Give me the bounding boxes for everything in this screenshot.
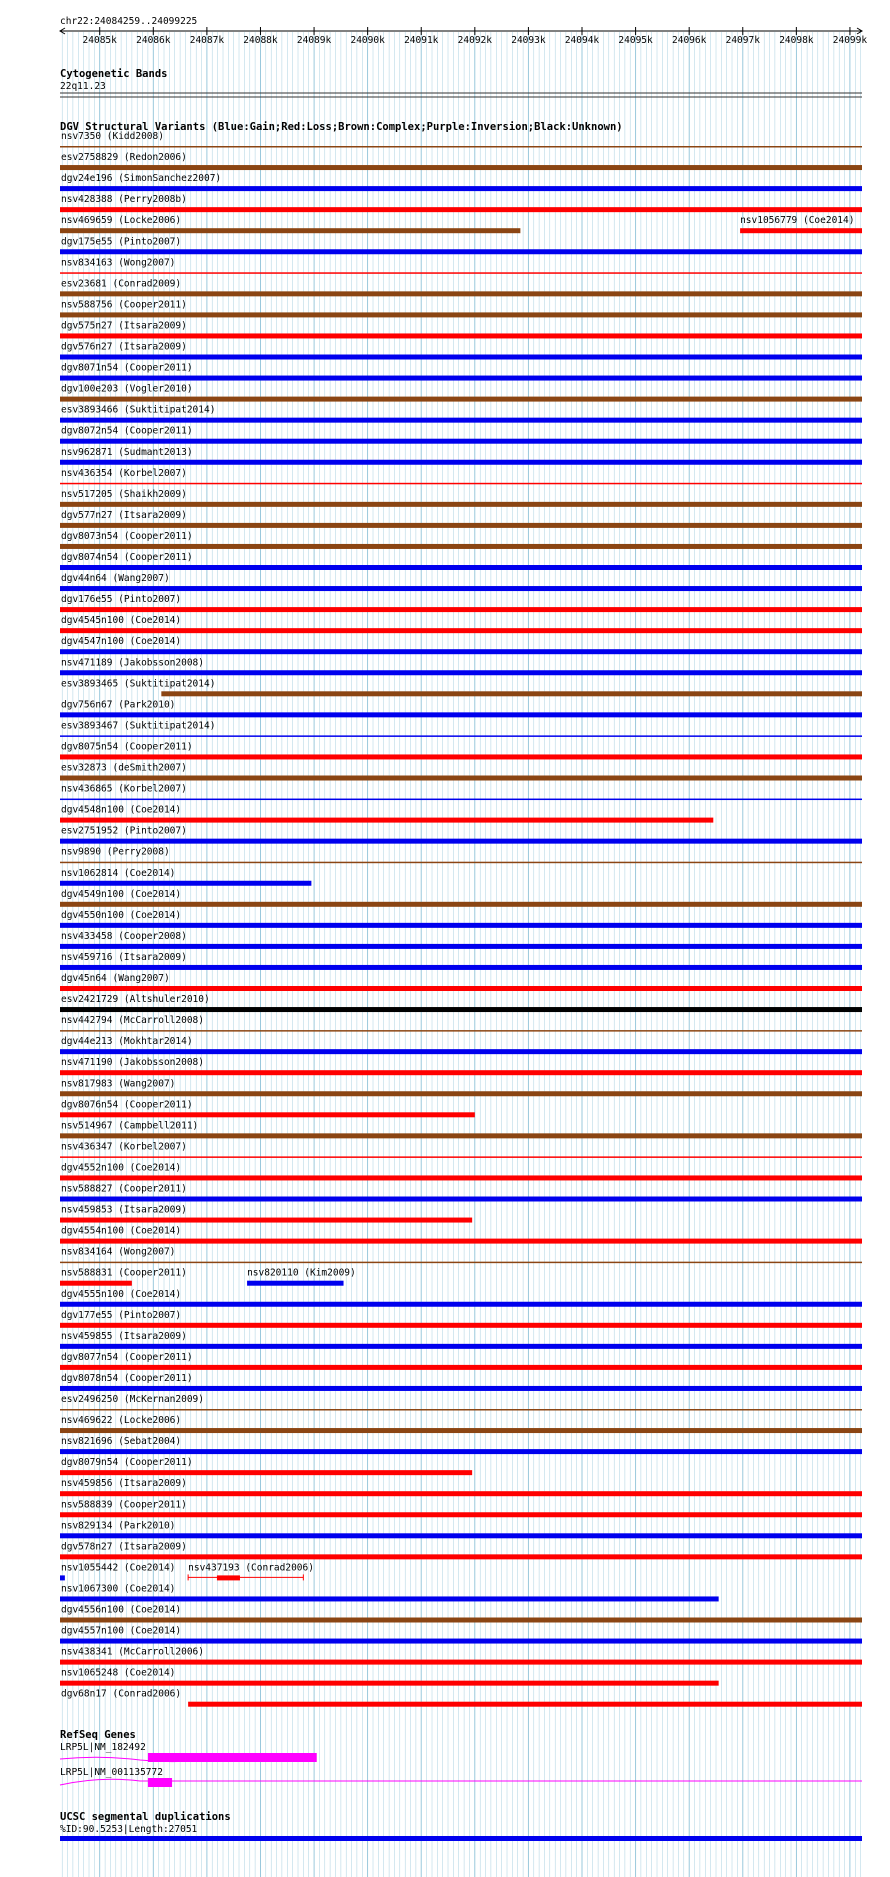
variant-label[interactable]: dgv8074n54 (Cooper2011) (61, 552, 193, 563)
variant-bar[interactable] (60, 333, 862, 338)
variant-label[interactable]: nsv469659 (Locke2006) (61, 215, 182, 227)
variant-bar[interactable] (60, 1660, 862, 1665)
ruler-tick-label: 24095k (618, 35, 653, 46)
variant-label[interactable]: dgv4557n100 (Coe2014) (61, 1625, 182, 1637)
variant-label[interactable]: nsv459856 (Itsara2009) (61, 1478, 187, 1490)
variant-label[interactable]: dgv8072n54 (Cooper2011) (61, 425, 193, 437)
variant-label[interactable]: nsv588756 (Cooper2011) (61, 299, 187, 311)
refseq-track-title[interactable]: RefSeq Genes (60, 1729, 136, 1741)
variant-bar[interactable] (60, 146, 862, 148)
variant-label[interactable]: dgv4550n100 (Coe2014) (61, 909, 182, 921)
variant-bar[interactable] (60, 1070, 862, 1075)
ruler-tick-label: 24086k (136, 35, 171, 46)
variant-bar[interactable] (60, 1091, 862, 1096)
variant-label[interactable]: nsv9890 (Perry2008) (61, 846, 170, 858)
segdup-bar[interactable] (60, 1836, 862, 1841)
variant-label[interactable]: esv3893465 (Suktitipat2014) (61, 678, 216, 690)
variant-bar[interactable] (60, 355, 862, 360)
variant-bar[interactable] (60, 1575, 65, 1580)
variant-bar[interactable] (60, 207, 862, 212)
variant-label[interactable]: nsv428388 (Perry2008b) (61, 194, 187, 206)
gene-exon-nm-001135772[interactable] (148, 1778, 172, 1787)
variant-label[interactable]: dgv4552n100 (Coe2014) (61, 1162, 182, 1174)
variant-bar[interactable] (740, 228, 862, 233)
variant-bar[interactable] (60, 754, 862, 759)
variant-label[interactable]: nsv962871 (Sudmant2013) (61, 446, 193, 458)
variant-label[interactable]: nsv459855 (Itsara2009) (61, 1330, 187, 1342)
variant-bar[interactable] (60, 839, 862, 844)
variant-label[interactable]: esv2496250 (McKernan2009) (61, 1394, 204, 1405)
variant-bar[interactable] (60, 1156, 862, 1158)
variant-label[interactable]: dgv8073n54 (Cooper2011) (61, 530, 193, 542)
variant-label[interactable]: esv3893467 (Suktitipat2014) (61, 720, 216, 732)
variant-bar[interactable] (60, 649, 862, 654)
variant-label[interactable]: dgv577n27 (Itsara2009) (61, 509, 187, 521)
variant-bar[interactable] (60, 944, 862, 949)
variant-label[interactable]: dgv8078n54 (Cooper2011) (61, 1372, 193, 1384)
variant-label[interactable]: dgv4554n100 (Coe2014) (61, 1225, 182, 1237)
variant-bar[interactable] (60, 502, 862, 507)
variant-bar[interactable] (60, 1030, 862, 1032)
ruler-tick-label: 24098k (779, 35, 814, 46)
variant-bar[interactable] (60, 862, 862, 864)
variant-bar[interactable] (60, 565, 862, 570)
variant-bar[interactable] (60, 1007, 862, 1012)
variant-bar[interactable] (217, 1575, 240, 1580)
ruler-tick-label: 24088k (243, 35, 278, 46)
variant-label[interactable]: dgv176e55 (Pinto2007) (61, 594, 182, 606)
ruler-tick-label: 24097k (725, 35, 760, 46)
ruler-tick-label: 24092k (457, 35, 492, 46)
segdup-track-title[interactable]: UCSC segmental duplications (60, 1811, 231, 1823)
variant-bar[interactable] (60, 586, 862, 591)
segdup-label[interactable]: %ID:90.5253|Length:27051 (60, 1824, 198, 1835)
variant-label[interactable]: dgv8077n54 (Cooper2011) (61, 1351, 193, 1363)
variant-label[interactable]: esv32873 (deSmith2007) (61, 762, 187, 774)
variant-bar[interactable] (60, 418, 862, 423)
variant-label[interactable]: dgv8079n54 (Cooper2011) (61, 1457, 193, 1469)
variant-label[interactable]: nsv469622 (Locke2006) (61, 1415, 182, 1427)
ruler-tick-label: 24090k (350, 35, 385, 46)
variant-bar[interactable] (60, 1409, 862, 1411)
variant-label[interactable]: dgv4548n100 (Coe2014) (61, 804, 182, 816)
variant-label[interactable]: nsv1055442 (Coe2014) (61, 1562, 176, 1574)
variant-bar[interactable] (60, 1344, 862, 1349)
variant-label[interactable]: nsv1065248 (Coe2014) (61, 1667, 176, 1679)
variant-bar[interactable] (60, 291, 862, 296)
variant-label[interactable]: nsv588839 (Cooper2011) (61, 1499, 187, 1511)
gene-label-nm-001135772[interactable]: LRP5L|NM_001135772 (60, 1767, 163, 1778)
variant-label[interactable]: dgv24e196 (SimonSanchez2007) (61, 173, 222, 185)
variant-label[interactable]: nsv436865 (Korbel2007) (61, 783, 187, 795)
ruler-tick-label: 24099k (832, 35, 868, 46)
variant-label[interactable]: nsv436354 (Korbel2007) (61, 467, 187, 479)
variant-bar[interactable] (60, 1596, 719, 1601)
variant-label[interactable]: nsv459853 (Itsara2009) (61, 1204, 187, 1216)
variant-bar[interactable] (60, 712, 862, 717)
variant-bar[interactable] (60, 1323, 862, 1328)
ruler-tick-label: 24091k (404, 35, 439, 46)
variant-label[interactable]: nsv817983 (Wang2007) (61, 1078, 176, 1090)
variant-bar[interactable] (60, 607, 862, 612)
variant-bar[interactable] (60, 628, 862, 633)
variant-label[interactable]: dgv4555n100 (Coe2014) (61, 1288, 182, 1300)
variant-bar[interactable] (60, 1133, 862, 1138)
variant-bar[interactable] (161, 691, 862, 696)
variant-bar[interactable] (60, 1112, 475, 1117)
coordinate-ruler[interactable] (60, 27, 867, 46)
variant-label[interactable]: nsv834163 (Wong2007) (61, 257, 176, 269)
dgv-variants-track (60, 131, 862, 1707)
variant-bar[interactable] (60, 670, 862, 675)
variant-label[interactable]: dgv45n64 (Wang2007) (61, 973, 170, 984)
variant-label[interactable]: dgv44e213 (Mokhtar2014) (61, 1036, 193, 1048)
variant-bar[interactable] (60, 523, 862, 528)
variant-label[interactable]: nsv820110 (Kim2009) (247, 1267, 356, 1279)
variant-bar[interactable] (60, 228, 520, 233)
variant-label[interactable]: dgv4556n100 (Coe2014) (61, 1604, 182, 1616)
variant-label[interactable]: esv23681 (Conrad2009) (61, 278, 182, 290)
ruler-tick-label: 24087k (189, 35, 225, 46)
variant-label[interactable]: dgv576n27 (Itsara2009) (61, 341, 187, 353)
variant-label[interactable]: nsv517205 (Shaikh2009) (61, 488, 187, 500)
ruler-tick-label: 24085k (82, 35, 117, 46)
variant-bar[interactable] (60, 881, 311, 886)
variant-bar[interactable] (60, 1428, 862, 1433)
variant-bar[interactable] (60, 1239, 862, 1244)
variant-label[interactable]: nsv1056779 (Coe2014) (740, 215, 855, 227)
variant-bar[interactable] (60, 776, 862, 781)
variant-bar[interactable] (60, 965, 862, 970)
variant-label[interactable]: dgv8075n54 (Cooper2011) (61, 741, 193, 753)
gene-label-nm-182492[interactable]: LRP5L|NM_182492 (60, 1742, 146, 1753)
dgv-track-title[interactable]: DGV Structural Variants (Blue:Gain;Red:Loss;Brown:Complex;Purple:Inversion;Black:Unknown) (60, 121, 623, 133)
variant-bar[interactable] (60, 1365, 862, 1370)
variant-label[interactable]: nsv442794 (McCarroll2008) (61, 1015, 204, 1027)
variant-bar[interactable] (60, 1491, 862, 1496)
variant-label[interactable]: nsv834164 (Wong2007) (61, 1246, 176, 1258)
variant-label[interactable]: nsv821696 (Sebat2004) (61, 1436, 182, 1448)
variant-label[interactable]: nsv471190 (Jakobsson2008) (61, 1057, 204, 1069)
ruler-tick-label: 24096k (672, 35, 707, 46)
variant-label[interactable]: nsv433458 (Cooper2008) (61, 930, 187, 942)
variant-bar[interactable] (60, 799, 862, 801)
variant-label[interactable]: nsv459716 (Itsara2009) (61, 951, 187, 963)
variant-bar[interactable] (60, 1470, 472, 1475)
variant-bar[interactable] (60, 1049, 862, 1054)
variant-bar[interactable] (60, 376, 862, 381)
variant-label[interactable]: dgv100e203 (Vogler2010) (61, 383, 193, 395)
variant-label[interactable]: nsv514967 (Campbell2011) (61, 1120, 199, 1132)
variant-bar[interactable] (60, 397, 862, 402)
variant-bar[interactable] (60, 1639, 862, 1644)
variant-bar[interactable] (60, 735, 862, 737)
variant-bar[interactable] (60, 272, 862, 274)
cytoband-label: 22q11.23 (60, 81, 106, 92)
variant-label[interactable]: dgv8076n54 (Cooper2011) (61, 1099, 193, 1111)
variant-bar[interactable] (60, 986, 862, 991)
variant-label[interactable]: dgv756n67 (Park2010) (61, 699, 176, 711)
variant-label[interactable]: esv2421729 (Altshuler2010) (61, 994, 210, 1006)
variant-bar[interactable] (60, 460, 862, 465)
variant-label[interactable]: dgv4547n100 (Coe2014) (61, 636, 182, 648)
variant-label[interactable]: dgv575n27 (Itsara2009) (61, 320, 187, 332)
variant-label[interactable]: nsv829134 (Park2010) (61, 1520, 176, 1532)
variant-bar[interactable] (60, 1281, 132, 1286)
segdup-track (60, 1836, 862, 1841)
variant-bar[interactable] (60, 1512, 862, 1517)
variant-label[interactable]: dgv175e55 (Pinto2007) (61, 236, 182, 248)
variant-bar[interactable] (60, 1386, 862, 1391)
variant-bar[interactable] (188, 1702, 862, 1707)
variant-label[interactable]: dgv44n64 (Wang2007) (61, 573, 170, 585)
variant-bar[interactable] (60, 186, 862, 191)
variant-bar[interactable] (60, 483, 862, 485)
variant-bar[interactable] (60, 1262, 862, 1264)
variant-label[interactable]: nsv436347 (Korbel2007) (61, 1141, 187, 1153)
variant-label[interactable]: dgv177e55 (Pinto2007) (61, 1309, 182, 1321)
variant-bar[interactable] (60, 1618, 862, 1623)
gene-exon-nm-182492[interactable] (148, 1753, 317, 1762)
variant-label[interactable]: dgv4545n100 (Coe2014) (61, 615, 182, 627)
variant-bar[interactable] (60, 1554, 862, 1559)
cytoband-track-title[interactable]: Cytogenetic Bands (60, 68, 168, 80)
variant-label[interactable]: nsv471189 (Jakobsson2008) (61, 657, 204, 669)
ruler-tick-label: 24089k (296, 35, 332, 46)
variant-bar[interactable] (60, 544, 862, 549)
ruler-tick-label: 24094k (564, 35, 600, 46)
variant-label[interactable]: nsv588827 (Cooper2011) (61, 1183, 187, 1195)
variant-bar[interactable] (247, 1281, 343, 1286)
variant-bar[interactable] (60, 1533, 862, 1538)
variant-bar[interactable] (60, 1218, 472, 1223)
ruler-tick-label: 24093k (511, 35, 546, 46)
variant-bar[interactable] (60, 1449, 862, 1454)
variant-bar[interactable] (60, 439, 862, 444)
variant-label[interactable]: nsv1062814 (Coe2014) (61, 867, 176, 879)
variant-label[interactable]: nsv588831 (Cooper2011) (61, 1267, 187, 1279)
location-label: chr22:24084259..24099225 (60, 16, 198, 27)
variant-bar[interactable] (60, 1302, 862, 1307)
variant-label[interactable]: dgv8071n54 (Cooper2011) (61, 362, 193, 374)
variant-label[interactable]: esv3893466 (Suktitipat2014) (61, 404, 216, 416)
variant-label[interactable]: dgv68n17 (Conrad2006) (61, 1688, 182, 1700)
variant-label[interactable]: nsv1067300 (Coe2014) (61, 1583, 176, 1595)
variant-bar[interactable] (60, 818, 713, 823)
variant-label[interactable]: nsv437193 (Conrad2006) (188, 1562, 314, 1574)
variant-bar[interactable] (60, 902, 862, 907)
variant-bar[interactable] (60, 923, 862, 928)
variant-label[interactable]: esv2751952 (Pinto2007) (61, 825, 187, 837)
variant-label[interactable]: dgv578n27 (Itsara2009) (61, 1541, 187, 1553)
variant-bar[interactable] (60, 1197, 862, 1202)
variant-label[interactable]: dgv4549n100 (Coe2014) (61, 888, 182, 900)
variant-bar[interactable] (60, 249, 862, 254)
variant-bar[interactable] (60, 312, 862, 317)
variant-bar[interactable] (60, 1175, 862, 1180)
variant-label[interactable]: nsv7350 (Kidd2008) (61, 131, 164, 142)
variant-bar[interactable] (60, 165, 862, 170)
variant-bar[interactable] (60, 1681, 719, 1686)
variant-label[interactable]: nsv438341 (McCarroll2006) (61, 1646, 204, 1658)
variant-label[interactable]: esv2758829 (Redon2006) (61, 152, 187, 164)
